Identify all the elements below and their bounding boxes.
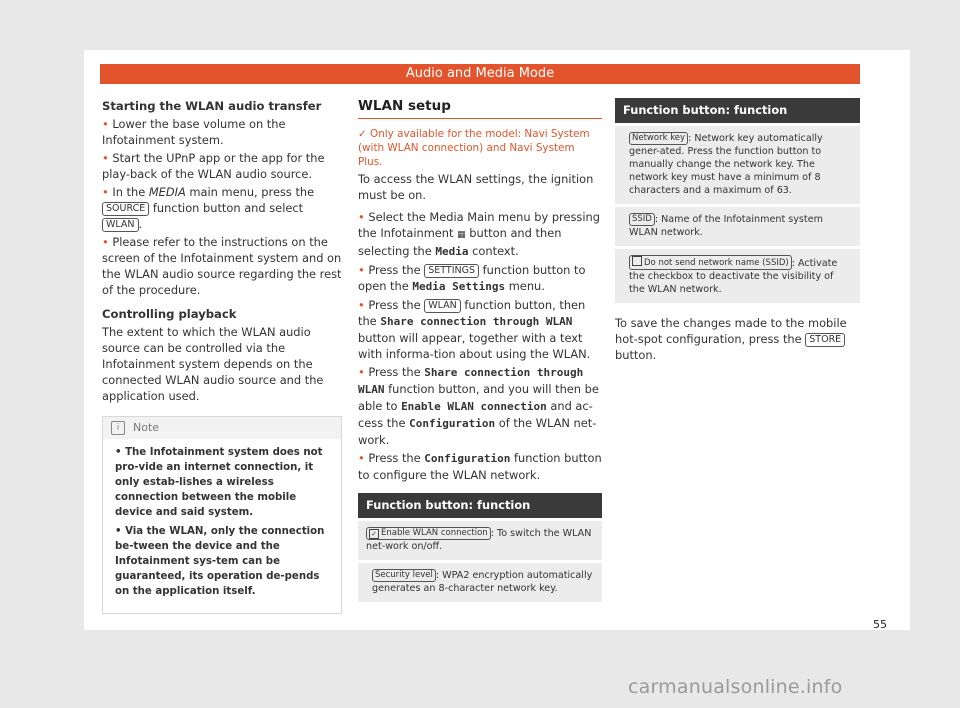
grid-menu-icon: ▦	[457, 230, 466, 240]
table-row: Do not send network name (SSID) : Activate the checkbox to deactivate the visibility of the WLAN network.	[615, 249, 860, 303]
checkbox-checked-icon: ✓	[369, 529, 379, 539]
paragraph: To save the changes made to the mobile hot-spot configuration, press the STORE button.	[615, 316, 847, 362]
check-icon: ✓	[358, 128, 371, 140]
bullet-icon: •	[102, 185, 109, 199]
network-key-button-label: Network key	[629, 132, 688, 145]
note-body	[103, 439, 341, 613]
bullet-item: • Press the WLAN function button, then the Share connection through WLAN button will appear, together with a text with informa-tion about using the WLAN.	[358, 298, 591, 361]
function-table	[358, 493, 602, 602]
bullet-icon: •	[102, 151, 109, 165]
column-right	[615, 98, 860, 365]
bullet-item: • Press the Configuration function button to configure the WLAN network.	[358, 451, 602, 482]
table-header: Function button: function	[615, 98, 860, 123]
bullet-item: • Please refer to the instructions on the screen of the Infotainment system and on the WLAN audio source regarding the rest of the procedure.	[102, 235, 342, 297]
checkbox-empty-icon	[632, 256, 642, 266]
column-middle	[358, 98, 602, 602]
table-header: Function button: function	[358, 493, 602, 518]
enable-wlan-button-label: ✓ Enable WLAN connection	[366, 527, 491, 540]
bullet-item: • In the MEDIA main menu, press the SOURCE function button and select WLAN .	[102, 185, 315, 231]
settings-button-label: SETTINGS	[424, 264, 479, 278]
bullet-item: • Select the Media Main menu by pressing the Infotainment ▦ button and then selecting the Media context.	[358, 210, 600, 258]
info-icon: i	[111, 421, 125, 435]
security-level-button-label: Security level	[372, 569, 436, 582]
bullet-icon: •	[358, 298, 365, 312]
function-table	[615, 98, 860, 303]
column-left	[102, 98, 342, 614]
bullet-icon: •	[358, 451, 365, 465]
chapter-header: Audio and Media Mode	[100, 64, 860, 84]
table-row: SSID : Name of the Infotainment system WLAN network.	[615, 207, 860, 246]
note-title: Note	[133, 421, 160, 434]
note-header	[103, 417, 341, 439]
bullet-item: • Press the SETTINGS function button to open the Media Settings menu.	[358, 263, 586, 293]
bullet-item: • Lower the base volume on the Infotainment system.	[102, 117, 286, 147]
source-button-label: SOURCE	[102, 202, 149, 216]
section-heading: Controlling playback	[102, 307, 237, 321]
note-item: • Via the WLAN, only the connection be-tween the device and the Infotainment sys-tem can be guaranteed, its operation de-pends on the application itself.	[115, 526, 325, 597]
note-box	[102, 416, 342, 614]
section-title: WLAN setup	[358, 98, 602, 119]
page-number: 55	[873, 618, 887, 631]
ssid-button-label: SSID	[629, 213, 655, 226]
bullet-item: • Press the Share connection through WLAN function button, and you will then be able to Enable WLAN connection and ac-cess the Configuration of the WLAN net-work.	[358, 365, 599, 447]
watermark: carmanualsonline.info	[628, 676, 843, 698]
hide-ssid-button-label: Do not send network name (SSID)	[629, 255, 792, 270]
bullet-icon: •	[102, 117, 109, 131]
bullet-icon: •	[358, 210, 365, 224]
table-row: Security level : WPA2 encryption automatically generates an 8-character network key.	[358, 563, 602, 602]
availability-note: ✓ Only available for the model: Navi System (with WLAN connection) and Navi System Plus.	[358, 128, 590, 168]
bullet-item: • Start the UPnP app or the app for the play-back of the WLAN audio source.	[102, 151, 325, 181]
section-heading: Starting the WLAN audio transfer	[102, 99, 322, 113]
bullet-icon: •	[102, 235, 109, 249]
bullet-icon: •	[358, 365, 365, 379]
store-button-label: STORE	[805, 333, 845, 347]
paragraph: The extent to which the WLAN audio source can be controlled via the Infotainment system depends on the connected WLAN audio source and the application used.	[102, 325, 324, 403]
wlan-button-label: WLAN	[424, 299, 461, 313]
wlan-button-label: WLAN	[102, 218, 139, 232]
table-row: ✓ Enable WLAN connection : To switch the WLAN net-work on/off.	[358, 521, 602, 560]
table-row: Network key : Network key automatically gener-ated. Press the function button to manually change the network key. The network key must have a minimum of 8 characters and a maximum of 63.	[615, 126, 860, 204]
paragraph: To access the WLAN settings, the ignition must be on.	[358, 172, 594, 202]
note-item: • The Infotainment system does not pro-vide an internet connection, it only estab-lishes a wireless connection between the mobile device and said system.	[115, 447, 323, 518]
bullet-icon: •	[358, 263, 365, 277]
